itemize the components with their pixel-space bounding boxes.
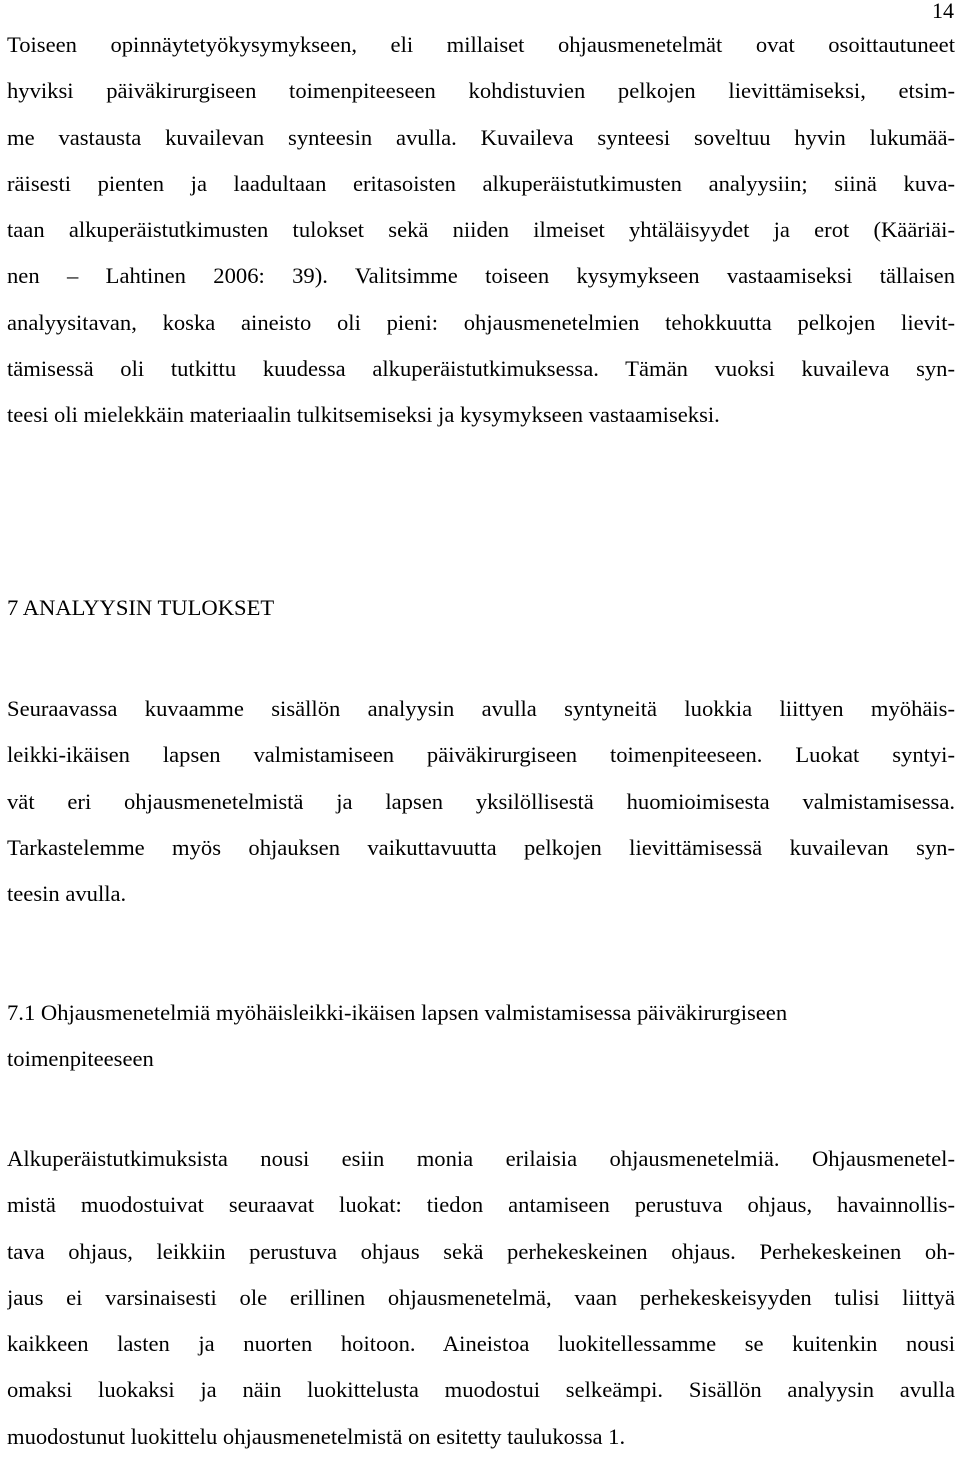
paragraph-intro	[7, 22, 955, 439]
paragraph-line: leikki-ikäisen lapsen valmistamiseen päiväkirurgiseen toimenpiteeseen. Luokat syntyi-	[7, 742, 955, 768]
paragraph-methods	[7, 1136, 955, 1460]
paragraph-line: taan alkuperäistutkimusten tulokset sekä niiden ilmeiset yhtäläisyydet ja erot (Kääriäi-	[7, 217, 955, 243]
paragraph-line: nen – Lahtinen 2006: 39). Valitsimme toiseen kysymykseen vastaamiseksi tällaisen	[7, 263, 955, 289]
paragraph-line: tämisessä oli tutkittu kuudessa alkuperäistutkimuksessa. Tämän vuoksi kuvaileva syn-	[7, 356, 955, 382]
paragraph-line: mistä muodostuivat seuraavat luokat: tiedon antamiseen perustuva ohjaus, havainnollis-	[7, 1192, 955, 1218]
paragraph-line: Toiseen opinnäytetyökysymykseen, eli millaiset ohjausmenetelmät ovat osoittautuneet	[7, 32, 955, 57]
paragraph-line: me vastausta kuvailevan synteesin avulla. Kuvaileva synteesi soveltuu hyvin lukumää-	[7, 124, 955, 150]
subsection-heading-line: toimenpiteeseen	[7, 1046, 154, 1072]
paragraph-line: jaus ei varsinaisesti ole erillinen ohjausmenetelmä, vaan perhekeskeisyyden tulisi liittyä	[7, 1284, 955, 1310]
subsection-heading-line: 7.1 Ohjausmenetelmiä myöhäisleikki-ikäisen lapsen valmistamisessa päiväkirurgiseen	[7, 1000, 788, 1025]
paragraph-line: Tarkastelemme myös ohjauksen vaikuttavuutta pelkojen lievittämisessä kuvailevan syn-	[7, 834, 955, 860]
paragraph-line: teesi oli mielekkäin materiaalin tulkitsemiseksi ja kysymykseen vastaamiseksi.	[7, 402, 720, 428]
paragraph-line: kaikkeen lasten ja nuorten hoitoon. Aineistoa luokitellessamme se kuitenkin nousi	[7, 1331, 955, 1357]
paragraph-results	[7, 686, 955, 917]
paragraph-line: Seuraavassa kuvaamme sisällön analyysin avulla syntyneitä luokkia liittyen myöhäis-	[7, 696, 955, 721]
paragraph-line: tava ohjaus, leikkiin perustuva ohjaus sekä perhekeskeinen ohjaus. Perhekeskeinen oh-	[7, 1238, 955, 1264]
paragraph-line: teesin avulla.	[7, 881, 127, 907]
page-number: 14	[932, 0, 954, 23]
paragraph-line: räisesti pienten ja laadultaan eritasoisten alkuperäistutkimusten analyysiin; siinä kuva-	[7, 170, 955, 196]
subsection-heading	[7, 990, 955, 1083]
paragraph-line: Alkuperäistutkimuksista nousi esiin monia erilaisia ohjausmenetelmiä. Ohjausmenetel-	[7, 1146, 955, 1171]
paragraph-line: vät eri ohjausmenetelmistä ja lapsen yksilöllisestä huomioimisesta valmistamisessa.	[7, 788, 955, 814]
paragraph-line: muodostunut luokittelu ohjausmenetelmistä on esitetty taulukossa 1.	[7, 1423, 626, 1449]
paragraph-line: analyysitavan, koska aineisto oli pieni: ohjausmenetelmien tehokkuutta pelkojen lievit-	[7, 309, 955, 335]
section-heading: 7 ANALYYSIN TULOKSET	[7, 595, 275, 620]
paragraph-line: omaksi luokaksi ja näin luokittelusta muodostui selkeämpi. Sisällön analyysin avulla	[7, 1377, 955, 1403]
paragraph-line: hyviksi päiväkirurgiseen toimenpiteeseen kohdistuvien pelkojen lievittämiseksi, etsim-	[7, 78, 955, 104]
